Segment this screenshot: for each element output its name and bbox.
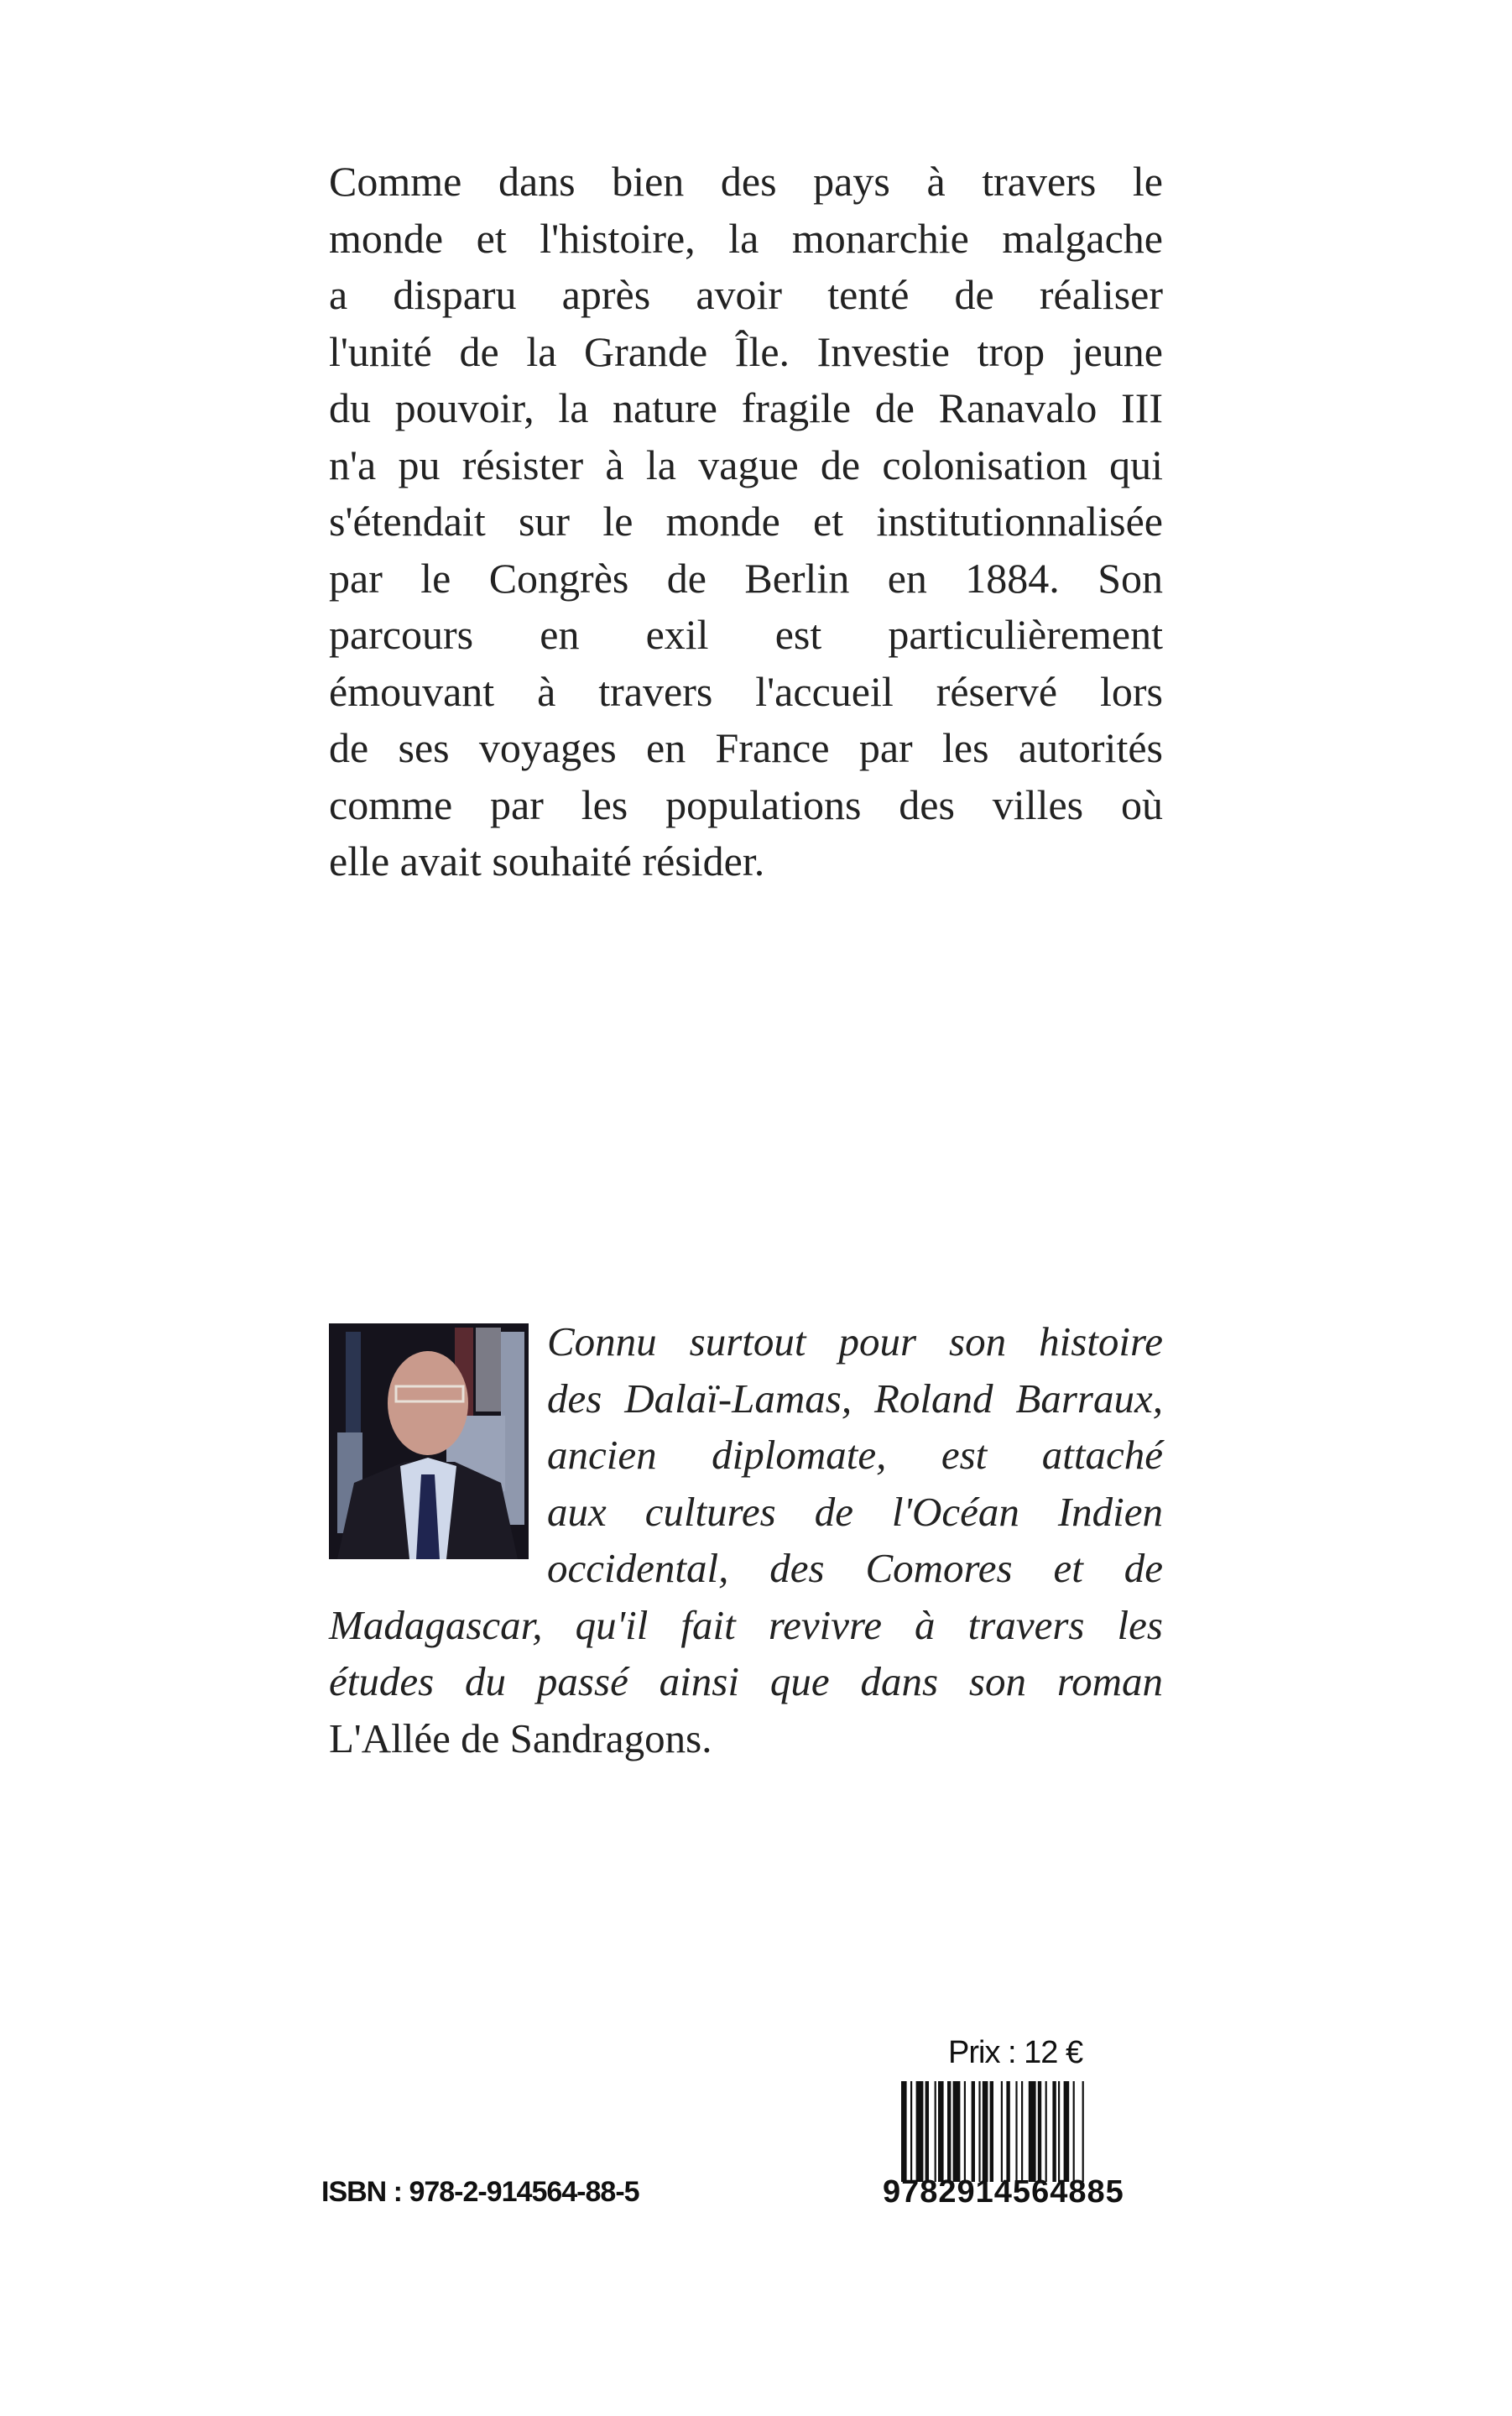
summary-line: émouvant à travers l'accueil réservé lors bbox=[329, 667, 1163, 715]
price-label: Prix : 12 € bbox=[948, 2035, 1083, 2070]
bio-line: études du passé ainsi que dans son roman bbox=[329, 1658, 1163, 1704]
bio-line: occidental, des Comores et de bbox=[547, 1545, 1163, 1591]
barcode-bar bbox=[1045, 2081, 1047, 2182]
barcode-bar bbox=[938, 2081, 944, 2182]
barcode-bar bbox=[1029, 2081, 1036, 2182]
barcode-bar bbox=[983, 2081, 988, 2182]
ean-digits: 9782914564885 bbox=[883, 2174, 1124, 2210]
summary-line: monde et l'histoire, la monarchie malgache bbox=[329, 214, 1163, 262]
summary-line: parcours en exil est particulièrement bbox=[329, 611, 1163, 658]
bio-line: des Dalaï-Lamas, Roland Barraux, bbox=[547, 1375, 1163, 1422]
bio-line: ancien diplomate, est attaché bbox=[547, 1432, 1163, 1478]
summary-line: a disparu après avoir tenté de réaliser bbox=[329, 271, 1163, 318]
summary-line: de ses voyages en France par les autorités bbox=[329, 724, 1163, 771]
barcode-bar bbox=[964, 2081, 966, 2182]
barcode-bar bbox=[901, 2081, 907, 2182]
barcode-bar bbox=[990, 2081, 993, 2182]
barcode-image bbox=[901, 2081, 1163, 2182]
barcode-bar bbox=[910, 2081, 912, 2182]
barcode-bar bbox=[1073, 2081, 1075, 2182]
barcode-bar bbox=[1021, 2081, 1023, 2182]
barcode-bar bbox=[953, 2081, 961, 2182]
summary-text bbox=[329, 154, 1163, 890]
summary-line: comme par les populations des villes où bbox=[329, 780, 1163, 828]
barcode-bar bbox=[1082, 2081, 1084, 2182]
summary-line: s'étendait sur le monde et institutionnalisée bbox=[329, 498, 1163, 545]
bio-last-line bbox=[329, 1710, 1163, 1767]
barcode-bar bbox=[1015, 2081, 1017, 2182]
barcode-bar bbox=[1064, 2081, 1070, 2182]
summary-line: elle avait souhaité résider. bbox=[329, 838, 765, 884]
summary-line: Comme dans bien des pays à travers le bbox=[329, 158, 1163, 205]
barcode-bar bbox=[1052, 2081, 1056, 2182]
bio-line: aux cultures de l'Océan Indien bbox=[547, 1488, 1163, 1535]
summary-line: par le Congrès de Berlin en 1884. Son bbox=[329, 554, 1163, 602]
barcode-bar bbox=[1038, 2081, 1041, 2182]
bio-line: Madagascar, qu'il fait revivre à travers les bbox=[329, 1601, 1163, 1648]
summary-line: du pouvoir, la nature fragile de Ranavalo III bbox=[329, 384, 1163, 431]
barcode-bar bbox=[972, 2081, 975, 2182]
barcode-bar bbox=[947, 2081, 951, 2182]
novel-title: L'Allée de Sandragons bbox=[329, 1714, 702, 1761]
bio-line: Connu surtout pour son histoire bbox=[547, 1318, 1163, 1365]
barcode-bar bbox=[1001, 2081, 1003, 2182]
barcode-bar bbox=[1058, 2081, 1060, 2182]
author-bio bbox=[329, 1313, 1163, 1766]
barcode-bar bbox=[935, 2081, 936, 2182]
summary-line: l'unité de la Grande Île. Investie trop jeune bbox=[329, 327, 1163, 375]
summary-line: n'a pu résister à la vague de colonisation qui bbox=[329, 441, 1163, 488]
barcode-bar bbox=[1006, 2081, 1009, 2182]
barcode-bar bbox=[925, 2081, 929, 2182]
barcode-bar bbox=[978, 2081, 980, 2182]
end-punctuation: . bbox=[701, 1714, 712, 1761]
barcode-bar bbox=[916, 2081, 924, 2182]
isbn-label: ISBN : 978-2-914564-88-5 bbox=[321, 2176, 639, 2208]
